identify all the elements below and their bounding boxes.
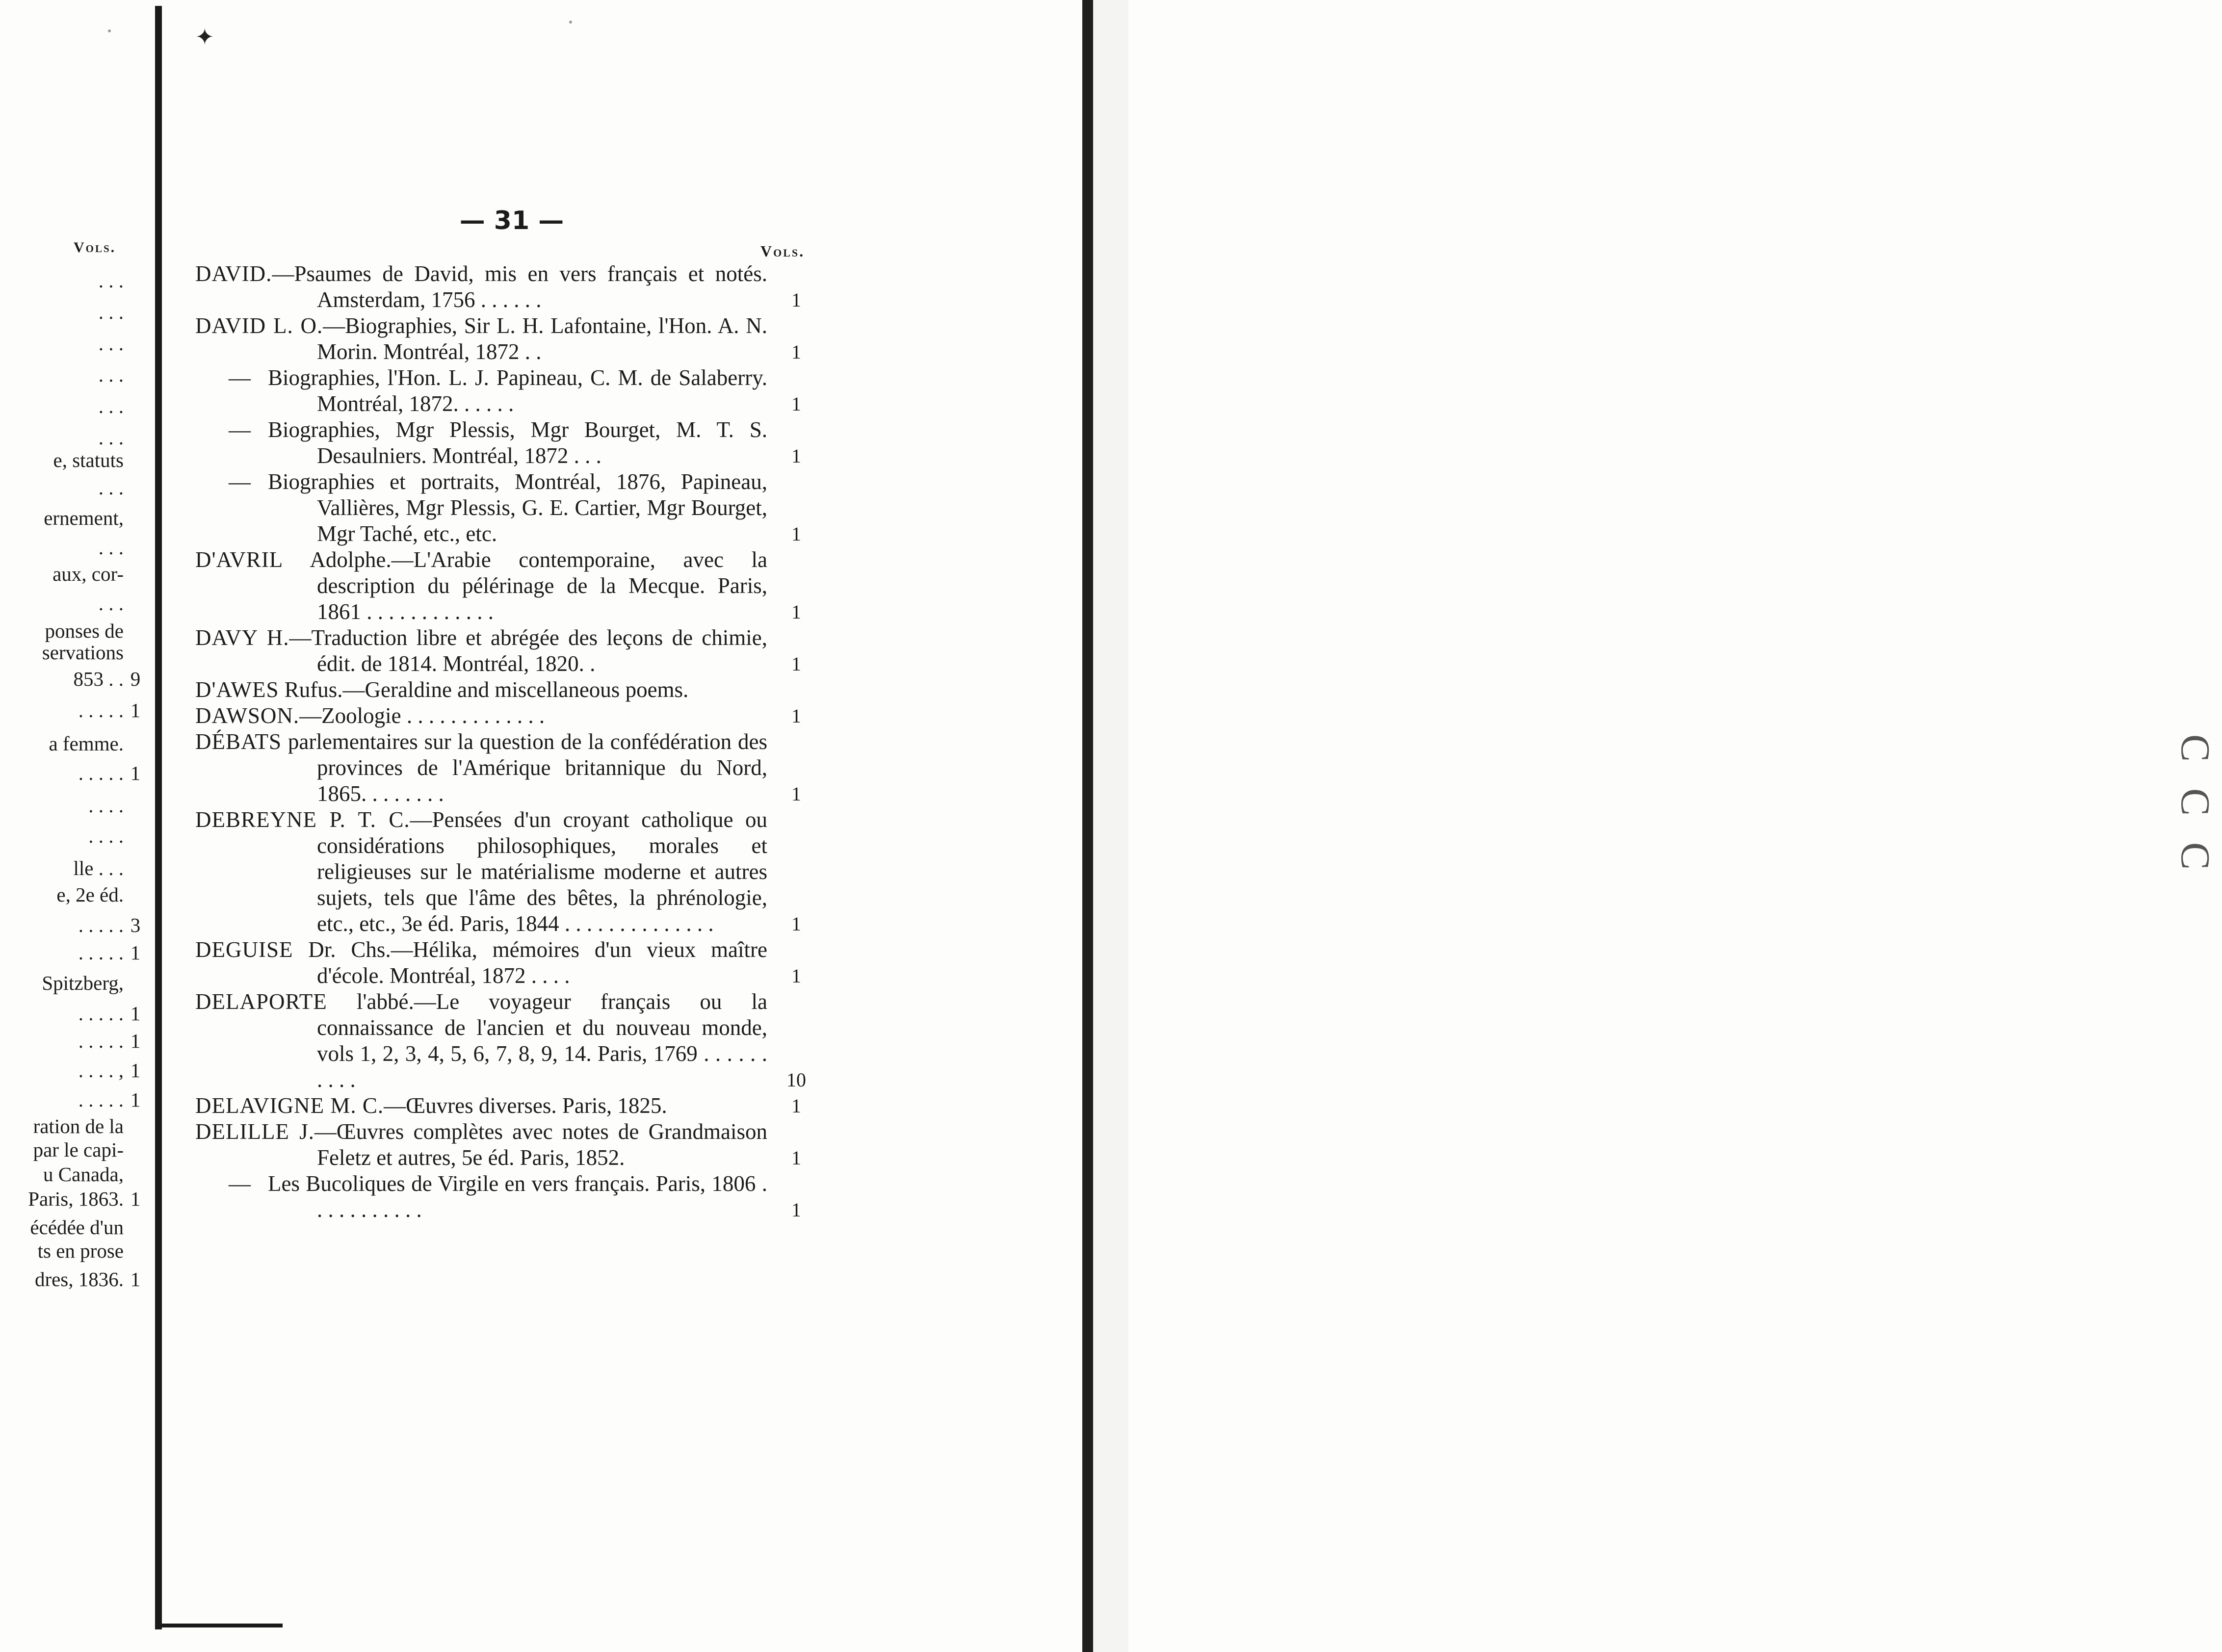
left-line	[0, 641, 147, 664]
left-line-text: . . . . .	[78, 762, 124, 784]
catalogue-entry	[195, 989, 813, 1093]
ditto-dash: —	[229, 417, 251, 442]
page-number: — 31 —	[459, 206, 564, 235]
left-line	[0, 732, 147, 755]
entry-heading: DAVID.	[195, 261, 272, 286]
left-line-vol: 1	[130, 1088, 141, 1111]
entry-heading: DÉBATS	[195, 729, 282, 754]
entry-volume-count: 1	[791, 653, 801, 675]
left-line-text: dres, 1836.	[34, 1268, 124, 1291]
left-line-vol: 1	[130, 1268, 141, 1291]
catalogue-entry	[195, 1093, 813, 1119]
left-line-text: . . .	[98, 363, 124, 386]
left-line-text: . . . .	[88, 794, 124, 817]
entry-text: Adolphe.—L'Arabie contemporaine, avec la description du pélérinage de la Mecque. Paris, 1861 . . . . . . . . . . . .	[283, 547, 767, 624]
left-line-text: . . .	[98, 536, 124, 559]
left-line	[0, 1239, 147, 1263]
left-line-text: . . .	[98, 301, 124, 323]
left-line-text: . . .	[98, 395, 124, 417]
entry-volume-count: 1	[791, 1199, 801, 1221]
entry-heading: D'AWES	[195, 677, 279, 702]
catalogue-entry	[195, 625, 813, 677]
ditto-dash: —	[229, 469, 251, 494]
entry-text: Biographies, Mgr Plessis, Mgr Bourget, M. T. S. Desaulniers. Montréal, 1872 . . .	[268, 417, 767, 468]
left-line-text: servations	[42, 641, 124, 664]
left-line	[0, 300, 147, 324]
ditto-dash: —	[229, 1171, 251, 1196]
dust-speck	[569, 21, 572, 24]
left-line	[0, 1029, 147, 1053]
entry-text: Biographies et portraits, Montréal, 1876, Papineau, Vallières, Mgr Plessis, G. E. Cartier, Mgr Bourget, Mgr Taché, etc., etc.	[268, 469, 767, 546]
left-line-text: . . . . .	[78, 941, 124, 964]
entry-volume-count: 1	[791, 965, 801, 987]
entry-volume-count: 1	[791, 601, 801, 623]
left-line	[0, 1114, 147, 1138]
left-line-text: . . . . .	[78, 1002, 124, 1025]
left-line-text: . . . . .	[78, 699, 124, 722]
gutter-foot-rule	[155, 1624, 283, 1627]
left-line-vol: 1	[130, 699, 141, 722]
left-line-vol: 3	[130, 914, 141, 936]
entry-volume-count: 1	[791, 913, 801, 935]
left-line-text: u Canada,	[43, 1163, 124, 1186]
left-line	[0, 913, 147, 937]
left-line-text: . . .	[98, 476, 124, 499]
entry-text: parlementaires sur la question de la confédération des provinces de l'Amérique britannique du Nord, 1865. . . . . . . .	[282, 729, 767, 806]
left-line-vol: 1	[130, 941, 141, 964]
entry-heading: DELAVIGNE M. C.	[195, 1093, 384, 1118]
entry-volume-count: 1	[791, 1147, 801, 1169]
left-vols-header: Vols.	[74, 239, 116, 256]
catalogue-entry	[195, 365, 813, 417]
entry-volume-count: 1	[791, 705, 801, 727]
left-line-vol: 1	[130, 1059, 141, 1082]
left-line	[0, 506, 147, 530]
vols-header: Vols.	[760, 242, 805, 260]
entry-heading: D'AVRIL	[195, 547, 284, 572]
entry-text: —Traduction libre et abrégée des leçons de chimie, édit. de 1814. Montréal, 1820. .	[289, 625, 767, 676]
left-line-text: . . .	[98, 592, 124, 615]
left-line-vol: 1	[130, 762, 141, 784]
edge-letters: C C C	[2172, 734, 2218, 870]
left-line	[0, 619, 147, 643]
left-line-text: . . . . ,	[78, 1059, 124, 1082]
left-line-text: ernement,	[44, 507, 124, 529]
entry-text: —Biographies, Sir L. H. Lafontaine, l'Hon. A. N. Morin. Montréal, 1872 . .	[317, 313, 767, 364]
left-line-text: . . .	[98, 269, 124, 292]
entry-text: —Zoologie . . . . . . . . . . . . .	[299, 703, 545, 728]
entry-heading: DELILLE J.	[195, 1119, 314, 1144]
catalogue-entry	[195, 807, 813, 937]
entry-text: Les Bucoliques de Virgile en vers français. Paris, 1806 . . . . . . . . . . .	[268, 1171, 767, 1222]
catalogue-entry	[195, 313, 813, 365]
left-line	[0, 761, 147, 785]
left-line-text: lle . . .	[73, 857, 124, 879]
left-line	[0, 448, 147, 472]
catalogue-entry	[195, 1119, 813, 1171]
left-line	[0, 1058, 147, 1082]
left-line	[0, 1162, 147, 1186]
catalogue-entry	[195, 1171, 813, 1223]
left-line-text: écédée d'un	[30, 1216, 124, 1239]
entry-volume-count: 1	[791, 289, 801, 311]
next-page-edge	[1093, 0, 2218, 1652]
left-line	[0, 1002, 147, 1025]
catalogue-entry	[195, 937, 813, 989]
left-line-text: . . .	[98, 332, 124, 355]
entry-text: —Œuvres complètes avec notes de Grandmaison Feletz et autres, 5e éd. Paris, 1852.	[314, 1119, 768, 1170]
left-line-text: Paris, 1863.	[28, 1187, 124, 1210]
left-line	[0, 1267, 147, 1291]
catalogue-entry	[195, 547, 813, 625]
left-line-vol: 1	[130, 1002, 141, 1025]
left-line-text: 853 . .	[73, 668, 124, 690]
left-line-vol: 9	[130, 668, 141, 690]
left-line-text: . . . .	[88, 825, 124, 847]
page-edge-bar	[1082, 0, 1093, 1652]
catalogue-entry	[195, 417, 813, 469]
registration-mark-icon: ✦	[195, 25, 214, 50]
entry-text: Dr. Chs.—Hélika, mémoires d'un vieux maître d'école. Montréal, 1872 . . . .	[293, 937, 767, 988]
left-line	[0, 971, 147, 995]
catalogue-entry	[195, 677, 813, 703]
left-line	[0, 1187, 147, 1211]
left-line-text: a femme.	[49, 732, 124, 755]
catalogue-entry	[195, 703, 813, 729]
entry-volume-count: 1	[791, 523, 801, 545]
entry-volume-count: 1	[791, 393, 801, 415]
left-line	[0, 536, 147, 559]
entry-text: l'abbé.—Le voyageur français ou la connaissance de l'ancien et du nouveau monde, vols 1, 2, 3, 4, 5, 6, 7, 8, 9, 14. Paris, 1769 . . . . . . . . . .	[317, 989, 767, 1092]
left-line-text: ponses de	[45, 620, 124, 642]
left-line-vol: 1	[130, 1187, 141, 1210]
entry-heading: DAVY H.	[195, 625, 289, 650]
left-line	[0, 667, 147, 691]
entry-text: Biographies, l'Hon. L. J. Papineau, C. M. de Salaberry. Montréal, 1872. . . . . .	[268, 365, 767, 416]
left-line	[0, 394, 147, 418]
entry-heading: DAWSON.	[195, 703, 300, 728]
entry-text: Rufus.—Geraldine and miscellaneous poems.	[279, 677, 689, 702]
left-line	[0, 824, 147, 848]
left-line	[0, 856, 147, 880]
left-line	[0, 363, 147, 387]
left-line	[0, 883, 147, 906]
left-line	[0, 1088, 147, 1111]
entry-volume-count: 1	[791, 341, 801, 363]
dust-speck	[108, 29, 111, 32]
entry-heading: DAVID L. O.	[195, 313, 323, 338]
left-line	[0, 476, 147, 499]
ditto-dash: —	[229, 365, 251, 390]
left-line-vol: 1	[130, 1030, 141, 1052]
left-line	[0, 426, 147, 449]
entry-heading: DELAPORTE	[195, 989, 327, 1014]
left-line-text: . . . . .	[78, 1088, 124, 1111]
left-line-text: par le capi-	[33, 1138, 124, 1161]
left-line-text: Spitzberg,	[42, 972, 124, 994]
left-line-text: . . .	[98, 426, 124, 449]
left-line-text: aux, cor-	[52, 563, 124, 585]
left-line	[0, 794, 147, 817]
gutter-rule	[155, 6, 162, 1629]
entry-heading: DEGUISE	[195, 937, 293, 962]
left-line	[0, 941, 147, 964]
left-line-text: . . . . .	[78, 914, 124, 936]
entry-volume-count: 1	[791, 1095, 801, 1117]
entry-list	[195, 261, 813, 1223]
entry-volume-count: 10	[786, 1069, 806, 1091]
entry-volume-count: 1	[791, 445, 801, 467]
left-line-text: . . . . .	[78, 1030, 124, 1052]
left-line	[0, 592, 147, 615]
entry-heading: DEBREYNE P. T. C.	[195, 807, 410, 832]
catalogue-entry	[195, 469, 813, 547]
left-line-text: ts en prose	[37, 1239, 124, 1262]
left-line	[0, 269, 147, 292]
catalogue-entry	[195, 729, 813, 807]
left-line	[0, 332, 147, 355]
entry-text: —Pensées d'un croyant catholique ou considérations philosophiques, morales et religieuses sur le matérialisme moderne et autres sujets, tels que l'âme des bêtes, la phrénologie, etc., etc., 3e éd. Paris, 1844 . . . . . . . . . . . . . .	[317, 807, 767, 936]
left-page-fragment	[0, 0, 147, 1652]
left-line	[0, 1138, 147, 1162]
entry-text: —Psaumes de David, mis en vers français et notés. Amsterdam, 1756 . . . . . .	[272, 261, 767, 312]
left-line	[0, 1215, 147, 1239]
entry-volume-count: 1	[791, 783, 801, 805]
catalogue-entry	[195, 261, 813, 313]
left-line-text: e, 2e éd.	[56, 883, 124, 906]
left-line	[0, 698, 147, 722]
left-line-text: e, statuts	[53, 449, 124, 471]
left-line	[0, 562, 147, 586]
entry-text: —Œuvres diverses. Paris, 1825.	[384, 1093, 667, 1118]
left-line-text: ration de la	[33, 1115, 124, 1137]
